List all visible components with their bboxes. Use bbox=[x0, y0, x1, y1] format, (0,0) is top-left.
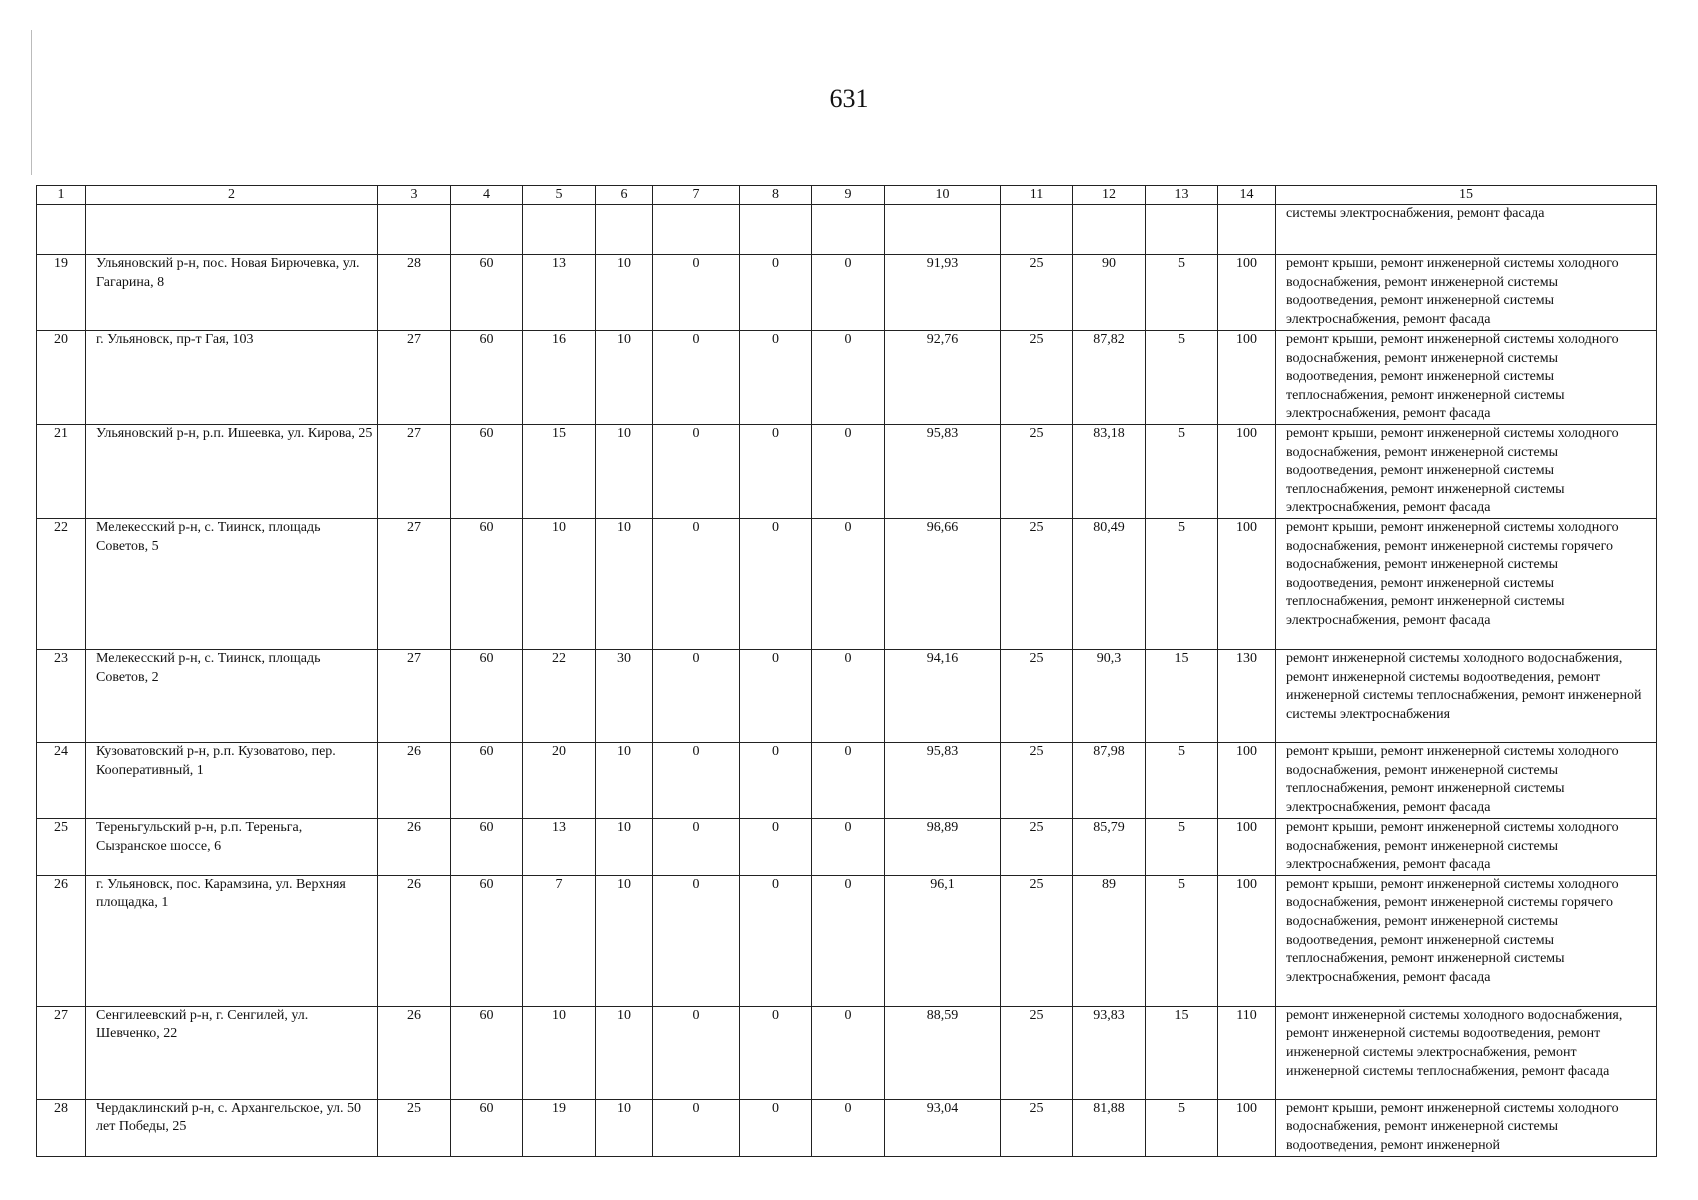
table-row bbox=[37, 1099, 1657, 1156]
value-cell: 81,88 bbox=[1073, 1099, 1146, 1156]
value-cell: 0 bbox=[740, 1099, 812, 1156]
value-cell: 25 bbox=[1001, 425, 1073, 519]
column-header: 15 bbox=[1276, 186, 1657, 205]
value-cell: 20 bbox=[523, 743, 596, 819]
value-cell: 96,1 bbox=[885, 875, 1001, 1006]
value-cell: 15 bbox=[1146, 1006, 1218, 1099]
works-cell: ремонт крыши, ремонт инженерной системы холодного водоснабжения, ремонт инженерной системы водоотведения, ремонт инженерной системы теплоснабжения, ремонт инженерной системы электроснабжения, ремонт фасада bbox=[1276, 425, 1657, 519]
value-cell: 13 bbox=[523, 255, 596, 331]
value-cell: 15 bbox=[523, 425, 596, 519]
address-cell: Кузоватовский р-н, р.п. Кузоватово, пер. Кооперативный, 1 bbox=[86, 743, 378, 819]
table-cell bbox=[740, 205, 812, 255]
row-number-cell: 22 bbox=[37, 519, 86, 650]
column-header: 3 bbox=[378, 186, 451, 205]
value-cell: 60 bbox=[451, 1099, 523, 1156]
continuation-row bbox=[37, 205, 1657, 255]
value-cell: 25 bbox=[1001, 1006, 1073, 1099]
works-cell: ремонт инженерной системы холодного водоснабжения, ремонт инженерной системы водоотведения, ремонт инженерной системы электроснабжения, ремонт инженерной системы теплоснабжения, ремонт фасада bbox=[1276, 1006, 1657, 1099]
value-cell: 100 bbox=[1218, 875, 1276, 1006]
value-cell: 0 bbox=[740, 1006, 812, 1099]
value-cell: 60 bbox=[451, 743, 523, 819]
works-cell: ремонт крыши, ремонт инженерной системы холодного водоснабжения, ремонт инженерной системы водоотведения, ремонт инженерной bbox=[1276, 1099, 1657, 1156]
value-cell: 15 bbox=[1146, 650, 1218, 743]
value-cell: 0 bbox=[740, 519, 812, 650]
value-cell: 60 bbox=[451, 819, 523, 876]
row-number-cell: 19 bbox=[37, 255, 86, 331]
column-header: 8 bbox=[740, 186, 812, 205]
column-header: 2 bbox=[86, 186, 378, 205]
value-cell: 60 bbox=[451, 650, 523, 743]
row-number-cell: 24 bbox=[37, 743, 86, 819]
address-cell: Ульяновский р-н, р.п. Ишеевка, ул. Кирова, 25 bbox=[86, 425, 378, 519]
value-cell: 100 bbox=[1218, 1099, 1276, 1156]
value-cell: 0 bbox=[812, 255, 885, 331]
value-cell: 10 bbox=[596, 519, 653, 650]
column-header: 12 bbox=[1073, 186, 1146, 205]
value-cell: 80,49 bbox=[1073, 519, 1146, 650]
table-cell bbox=[37, 205, 86, 255]
value-cell: 5 bbox=[1146, 425, 1218, 519]
value-cell: 10 bbox=[596, 425, 653, 519]
address-cell: г. Ульяновск, пр-т Гая, 103 bbox=[86, 331, 378, 425]
value-cell: 25 bbox=[378, 1099, 451, 1156]
value-cell: 0 bbox=[653, 743, 740, 819]
value-cell: 25 bbox=[1001, 875, 1073, 1006]
row-number-cell: 28 bbox=[37, 1099, 86, 1156]
table-cell bbox=[1001, 205, 1073, 255]
address-cell: Ульяновский р-н, пос. Новая Бирючевка, ул. Гагарина, 8 bbox=[86, 255, 378, 331]
value-cell: 0 bbox=[653, 875, 740, 1006]
address-cell: Мелекесский р-н, с. Тиинск, площадь Советов, 5 bbox=[86, 519, 378, 650]
value-cell: 60 bbox=[451, 1006, 523, 1099]
column-header: 6 bbox=[596, 186, 653, 205]
value-cell: 0 bbox=[653, 255, 740, 331]
value-cell: 0 bbox=[653, 425, 740, 519]
value-cell: 0 bbox=[812, 1006, 885, 1099]
address-cell: Чердаклинский р-н, с. Архангельское, ул. 50 лет Победы, 25 bbox=[86, 1099, 378, 1156]
value-cell: 110 bbox=[1218, 1006, 1276, 1099]
value-cell: 0 bbox=[653, 819, 740, 876]
works-cell: ремонт крыши, ремонт инженерной системы холодного водоснабжения, ремонт инженерной системы электроснабжения, ремонт фасада bbox=[1276, 819, 1657, 876]
table-cell bbox=[885, 205, 1001, 255]
value-cell: 25 bbox=[1001, 819, 1073, 876]
value-cell: 16 bbox=[523, 331, 596, 425]
column-header: 5 bbox=[523, 186, 596, 205]
row-number-cell: 25 bbox=[37, 819, 86, 876]
column-header: 9 bbox=[812, 186, 885, 205]
value-cell: 89 bbox=[1073, 875, 1146, 1006]
value-cell: 91,93 bbox=[885, 255, 1001, 331]
value-cell: 0 bbox=[812, 743, 885, 819]
value-cell: 93,04 bbox=[885, 1099, 1001, 1156]
value-cell: 5 bbox=[1146, 1099, 1218, 1156]
value-cell: 0 bbox=[653, 1099, 740, 1156]
value-cell: 28 bbox=[378, 255, 451, 331]
value-cell: 7 bbox=[523, 875, 596, 1006]
value-cell: 5 bbox=[1146, 875, 1218, 1006]
row-number-cell: 26 bbox=[37, 875, 86, 1006]
works-cell: системы электроснабжения, ремонт фасада bbox=[1276, 205, 1657, 255]
value-cell: 10 bbox=[596, 819, 653, 876]
row-number-cell: 23 bbox=[37, 650, 86, 743]
table-row bbox=[37, 819, 1657, 876]
table-row bbox=[37, 331, 1657, 425]
value-cell: 0 bbox=[740, 331, 812, 425]
value-cell: 10 bbox=[596, 331, 653, 425]
works-cell: ремонт крыши, ремонт инженерной системы холодного водоснабжения, ремонт инженерной системы горячего водоснабжения, ремонт инженерной системы водоотведения, ремонт инженерной системы теплоснабжения, ремонт инженерной системы электроснабжения, ремонт фасада bbox=[1276, 875, 1657, 1006]
value-cell: 10 bbox=[596, 255, 653, 331]
column-header: 10 bbox=[885, 186, 1001, 205]
column-header: 11 bbox=[1001, 186, 1073, 205]
works-cell: ремонт крыши, ремонт инженерной системы холодного водоснабжения, ремонт инженерной системы водоотведения, ремонт инженерной системы теплоснабжения, ремонт инженерной системы электроснабжения, ремонт фасада bbox=[1276, 331, 1657, 425]
value-cell: 27 bbox=[378, 425, 451, 519]
value-cell: 0 bbox=[812, 1099, 885, 1156]
value-cell: 19 bbox=[523, 1099, 596, 1156]
table-row bbox=[37, 875, 1657, 1006]
value-cell: 10 bbox=[596, 1099, 653, 1156]
value-cell: 26 bbox=[378, 1006, 451, 1099]
repair-program-table bbox=[36, 185, 1657, 1157]
column-number-header bbox=[37, 186, 1657, 205]
value-cell: 27 bbox=[378, 650, 451, 743]
value-cell: 94,16 bbox=[885, 650, 1001, 743]
value-cell: 0 bbox=[812, 875, 885, 1006]
column-header: 14 bbox=[1218, 186, 1276, 205]
value-cell: 83,18 bbox=[1073, 425, 1146, 519]
value-cell: 5 bbox=[1146, 819, 1218, 876]
table-cell bbox=[1073, 205, 1146, 255]
value-cell: 30 bbox=[596, 650, 653, 743]
value-cell: 22 bbox=[523, 650, 596, 743]
table-cell bbox=[812, 205, 885, 255]
column-header: 1 bbox=[37, 186, 86, 205]
value-cell: 85,79 bbox=[1073, 819, 1146, 876]
value-cell: 0 bbox=[812, 819, 885, 876]
value-cell: 60 bbox=[451, 425, 523, 519]
table-row bbox=[37, 743, 1657, 819]
value-cell: 100 bbox=[1218, 255, 1276, 331]
value-cell: 60 bbox=[451, 255, 523, 331]
value-cell: 27 bbox=[378, 519, 451, 650]
value-cell: 25 bbox=[1001, 743, 1073, 819]
value-cell: 60 bbox=[451, 875, 523, 1006]
value-cell: 0 bbox=[812, 519, 885, 650]
address-cell: Мелекесский р-н, с. Тиинск, площадь Советов, 2 bbox=[86, 650, 378, 743]
value-cell: 25 bbox=[1001, 1099, 1073, 1156]
value-cell: 25 bbox=[1001, 650, 1073, 743]
value-cell: 26 bbox=[378, 875, 451, 1006]
value-cell: 100 bbox=[1218, 743, 1276, 819]
works-cell: ремонт крыши, ремонт инженерной системы холодного водоснабжения, ремонт инженерной системы теплоснабжения, ремонт инженерной системы электроснабжения, ремонт фасада bbox=[1276, 743, 1657, 819]
value-cell: 5 bbox=[1146, 743, 1218, 819]
value-cell: 100 bbox=[1218, 425, 1276, 519]
page-number: 631 bbox=[829, 84, 869, 113]
value-cell: 0 bbox=[653, 331, 740, 425]
value-cell: 100 bbox=[1218, 519, 1276, 650]
column-header: 13 bbox=[1146, 186, 1218, 205]
value-cell: 10 bbox=[596, 743, 653, 819]
value-cell: 13 bbox=[523, 819, 596, 876]
table-cell bbox=[86, 205, 378, 255]
value-cell: 26 bbox=[378, 743, 451, 819]
value-cell: 130 bbox=[1218, 650, 1276, 743]
value-cell: 90 bbox=[1073, 255, 1146, 331]
value-cell: 100 bbox=[1218, 819, 1276, 876]
value-cell: 93,83 bbox=[1073, 1006, 1146, 1099]
column-header: 4 bbox=[451, 186, 523, 205]
value-cell: 90,3 bbox=[1073, 650, 1146, 743]
value-cell: 25 bbox=[1001, 519, 1073, 650]
value-cell: 60 bbox=[451, 331, 523, 425]
table-cell bbox=[451, 205, 523, 255]
value-cell: 0 bbox=[740, 743, 812, 819]
value-cell: 5 bbox=[1146, 331, 1218, 425]
value-cell: 0 bbox=[812, 650, 885, 743]
value-cell: 0 bbox=[740, 875, 812, 1006]
value-cell: 100 bbox=[1218, 331, 1276, 425]
table-row bbox=[37, 519, 1657, 650]
value-cell: 0 bbox=[653, 1006, 740, 1099]
value-cell: 0 bbox=[740, 255, 812, 331]
value-cell: 0 bbox=[740, 650, 812, 743]
value-cell: 26 bbox=[378, 819, 451, 876]
table-cell bbox=[653, 205, 740, 255]
value-cell: 5 bbox=[1146, 255, 1218, 331]
value-cell: 25 bbox=[1001, 255, 1073, 331]
value-cell: 10 bbox=[596, 875, 653, 1006]
value-cell: 0 bbox=[653, 650, 740, 743]
column-header: 7 bbox=[653, 186, 740, 205]
value-cell: 92,76 bbox=[885, 331, 1001, 425]
value-cell: 96,66 bbox=[885, 519, 1001, 650]
value-cell: 27 bbox=[378, 331, 451, 425]
address-cell: Сенгилеевский р-н, г. Сенгилей, ул. Шевченко, 22 bbox=[86, 1006, 378, 1099]
row-number-cell: 27 bbox=[37, 1006, 86, 1099]
table-cell bbox=[596, 205, 653, 255]
value-cell: 95,83 bbox=[885, 425, 1001, 519]
table-cell bbox=[523, 205, 596, 255]
value-cell: 0 bbox=[740, 819, 812, 876]
value-cell: 0 bbox=[740, 425, 812, 519]
table-row bbox=[37, 425, 1657, 519]
value-cell: 10 bbox=[523, 1006, 596, 1099]
value-cell: 95,83 bbox=[885, 743, 1001, 819]
value-cell: 0 bbox=[812, 331, 885, 425]
table-row bbox=[37, 650, 1657, 743]
table-cell bbox=[1146, 205, 1218, 255]
value-cell: 98,89 bbox=[885, 819, 1001, 876]
row-number-cell: 20 bbox=[37, 331, 86, 425]
table-row bbox=[37, 255, 1657, 331]
value-cell: 87,98 bbox=[1073, 743, 1146, 819]
value-cell: 10 bbox=[596, 1006, 653, 1099]
address-cell: г. Ульяновск, пос. Карамзина, ул. Верхняя площадка, 1 bbox=[86, 875, 378, 1006]
works-cell: ремонт крыши, ремонт инженерной системы холодного водоснабжения, ремонт инженерной системы горячего водоснабжения, ремонт инженерной системы водоотведения, ремонт инженерной системы теплоснабжения, ремонт инженерной системы электроснабжения, ремонт фасада bbox=[1276, 519, 1657, 650]
value-cell: 5 bbox=[1146, 519, 1218, 650]
table-body bbox=[37, 186, 1657, 1157]
table-cell bbox=[1218, 205, 1276, 255]
table-row bbox=[37, 1006, 1657, 1099]
address-cell: Тереньгульский р-н, р.п. Тереньга, Сызранское шоссе, 6 bbox=[86, 819, 378, 876]
works-cell: ремонт крыши, ремонт инженерной системы холодного водоснабжения, ремонт инженерной системы водоотведения, ремонт инженерной системы электроснабжения, ремонт фасада bbox=[1276, 255, 1657, 331]
value-cell: 60 bbox=[451, 519, 523, 650]
value-cell: 10 bbox=[523, 519, 596, 650]
row-number-cell: 21 bbox=[37, 425, 86, 519]
table-cell bbox=[378, 205, 451, 255]
value-cell: 0 bbox=[653, 519, 740, 650]
value-cell: 88,59 bbox=[885, 1006, 1001, 1099]
value-cell: 25 bbox=[1001, 331, 1073, 425]
value-cell: 0 bbox=[812, 425, 885, 519]
works-cell: ремонт инженерной системы холодного водоснабжения, ремонт инженерной системы водоотведения, ремонт инженерной системы теплоснабжения, ремонт инженерной системы электроснабжения bbox=[1276, 650, 1657, 743]
value-cell: 87,82 bbox=[1073, 331, 1146, 425]
